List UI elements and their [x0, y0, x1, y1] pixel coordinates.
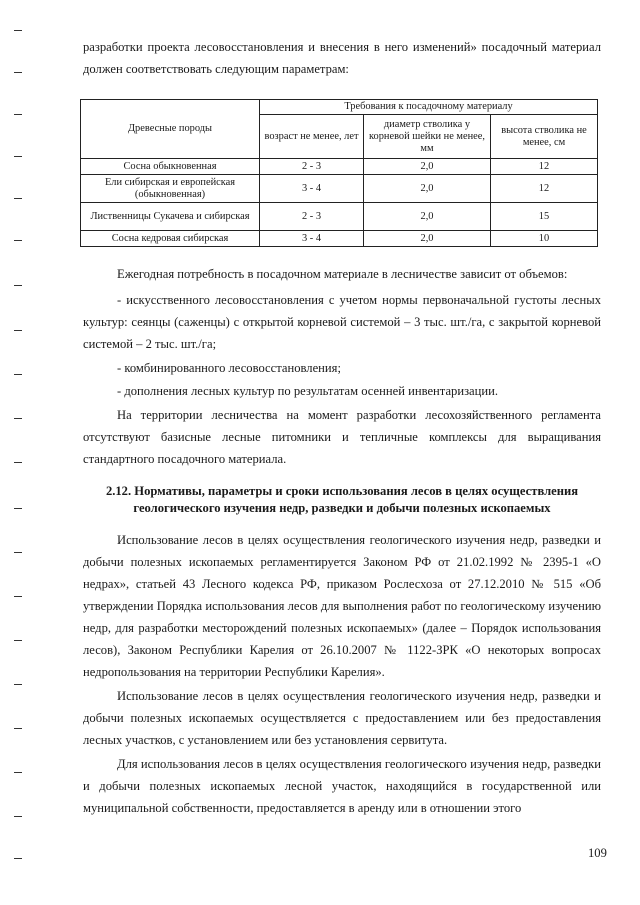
- bullet-artificial-reforestation: - искусственного лесовосстановления с учетом нормы первоначальной густоты лесных культур: сеянцы (саженцы) с открытой корневой системой – 3 тыс. шт./га, с закрытой корневой системой – 2 тыс. шт./га;: [83, 293, 601, 351]
- cell-diameter: 2,0: [364, 159, 491, 175]
- cell-age: 3 - 4: [260, 175, 364, 203]
- margin-tick: [14, 816, 22, 817]
- page-number: 109: [588, 846, 607, 860]
- cell-age: 3 - 4: [260, 231, 364, 247]
- intro-paragraph: разработки проекта лесовосстановления и внесения в него изменений» посадочный материал должен соответствовать следующим параметрам:: [83, 40, 601, 76]
- demand-paragraph: Ежегодная потребность в посадочном материале в лесничестве зависит от объемов:: [117, 267, 568, 281]
- margin-tick: [14, 156, 22, 157]
- bullet-supplement-cultures: - дополнения лесных культур по результатам осенней инвентаризации.: [117, 384, 498, 398]
- nurseries-paragraph: На территории лесничества на момент разработки лесохозяйственного регламента отсутствуют базисные лесные питомники и тепличные комплексы для выращивания стандартного посадочного материала.: [83, 408, 601, 466]
- cell-species: Ели сибирская и европейская (обыкновенная): [81, 175, 260, 203]
- margin-tick: [14, 374, 22, 375]
- margin-tick: [14, 114, 22, 115]
- cell-height: 12: [491, 159, 598, 175]
- cell-height: 12: [491, 175, 598, 203]
- margin-tick: [14, 72, 22, 73]
- margin-tick: [14, 552, 22, 553]
- regulation-paragraph: Использование лесов в целях осуществления геологического изучения недр, разведки и добычи полезных ископаемых регламентируется Законом РФ от 21.02.1992 № 2395-1 «О недрах», статьей 43 Лесного кодекса РФ, приказом Рослесхоза от 27.12.2010 № 515 «Об утверждении Порядка использования лесов для выполнения работ по геологическому изучению недр, для разработки месторождений полезных ископаемых» (далее – Порядок использования лесов), Законом Республики Карелия от 26.10.2007 № 1122-ЗРК «О некоторых вопросах недропользования на территории Республики Карелия».: [83, 533, 601, 679]
- table-row: [81, 231, 598, 247]
- margin-ticks: [0, 0, 40, 905]
- cell-age: 2 - 3: [260, 159, 364, 175]
- margin-tick: [14, 198, 22, 199]
- margin-tick: [14, 285, 22, 286]
- col-header-diameter: диаметр стволика у корневой шейки не менее, мм: [364, 115, 491, 159]
- section-heading-2-12: 2.12. Нормативы, параметры и сроки использования лесов в целях осуществления геологического изучения недр, разведки и добычи полезных ископаемых: [105, 484, 579, 515]
- cell-species: Сосна кедровая сибирская: [81, 231, 260, 247]
- cell-diameter: 2,0: [364, 175, 491, 203]
- cell-species: Сосна обыкновенная: [81, 159, 260, 175]
- usage-paragraph: Использование лесов в целях осуществления геологического изучения недр, разведки и добычи полезных ископаемых осуществляется с предоставлением или без предоставления лесных участков, с установлением или без установления сервитута.: [83, 689, 601, 747]
- margin-tick: [14, 684, 22, 685]
- cell-height: 15: [491, 203, 598, 231]
- margin-tick: [14, 330, 22, 331]
- cell-age: 2 - 3: [260, 203, 364, 231]
- bullet-combined-reforestation: - комбинированного лесовосстановления;: [117, 361, 341, 375]
- margin-tick: [14, 772, 22, 773]
- cell-species: Лиственницы Сукачева и сибирская: [81, 203, 260, 231]
- table-row: [81, 203, 598, 231]
- margin-tick: [14, 640, 22, 641]
- margin-tick: [14, 418, 22, 419]
- margin-tick: [14, 508, 22, 509]
- cell-diameter: 2,0: [364, 231, 491, 247]
- margin-tick: [14, 596, 22, 597]
- margin-tick: [14, 462, 22, 463]
- table-row: [81, 159, 598, 175]
- col-header-group: Требования к посадочному материалу: [260, 100, 598, 115]
- table-row: [81, 175, 598, 203]
- col-header-species: Древесные породы: [81, 100, 260, 159]
- margin-tick: [14, 30, 22, 31]
- cell-diameter: 2,0: [364, 203, 491, 231]
- margin-tick: [14, 858, 22, 859]
- margin-tick: [14, 240, 22, 241]
- col-header-height: высота стволика не менее, см: [491, 115, 598, 159]
- margin-tick: [14, 728, 22, 729]
- cell-height: 10: [491, 231, 598, 247]
- col-header-age: возраст не менее, лет: [260, 115, 364, 159]
- planting-material-table: [80, 99, 598, 247]
- lease-paragraph: Для использования лесов в целях осуществления геологического изучения недр, разведки и добычи полезных ископаемых лесной участок, находящийся в государственной или муниципальной собственности, предоставляется в аренду или в отношении этого: [83, 757, 601, 815]
